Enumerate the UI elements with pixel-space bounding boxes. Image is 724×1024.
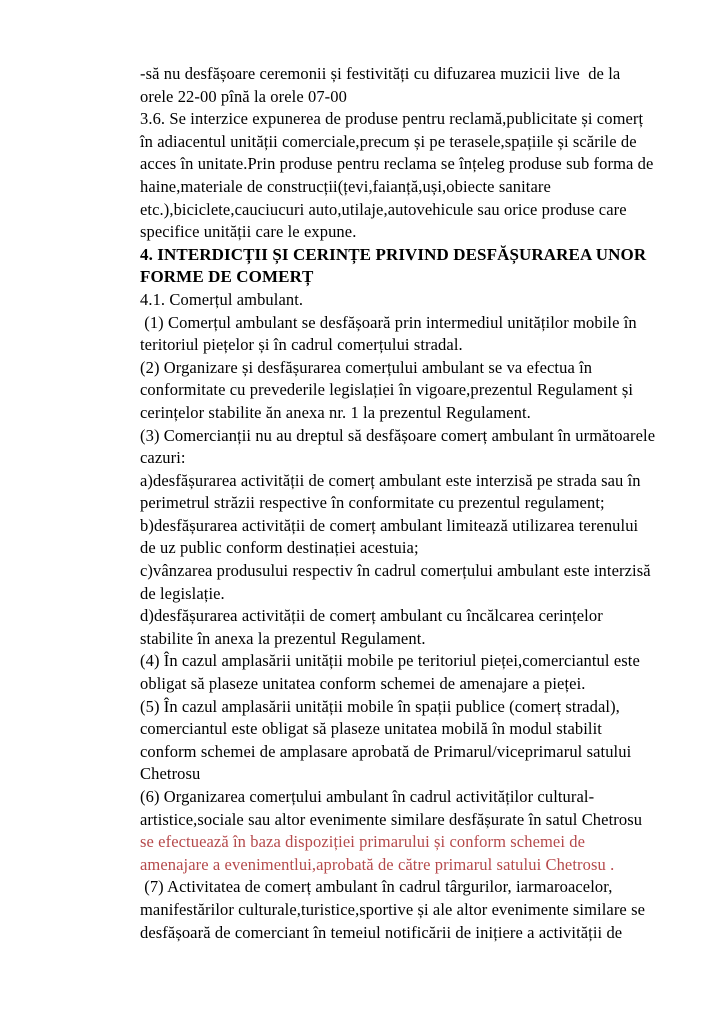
text-line: (3) Comercianții nu au dreptul să desfășoare comerț ambulant în următoarele bbox=[140, 425, 656, 445]
text-line: conform schemei de amplasare aprobată de Primarul/viceprimarul satului bbox=[140, 741, 632, 761]
text-line: c)vânzarea produsului respectiv în cadrul comerțului ambulant este interzisă bbox=[140, 561, 651, 581]
text-line: de uz public conform destinației acestuia; bbox=[140, 538, 419, 558]
highlighted-text-line: amenajare a evenimentlui,aprobată de către primarul satului Chetrosu . bbox=[140, 854, 615, 874]
text-line: perimetrul străzii respective în conformitate cu prezentul regulament; bbox=[140, 493, 605, 513]
text-line: d)desfășurarea activității de comerț ambulant cu încălcarea cerințelor bbox=[140, 606, 603, 626]
text-line: (5) În cazul amplasării unității mobile în spații publice (comerț stradal), bbox=[140, 696, 620, 716]
text-line: comerciantul este obligat să plaseze unitatea mobilă în modul stabilit bbox=[140, 719, 602, 739]
text-line: acces în unitate.Prin produse pentru reclama se înțeleg produse sub forma de bbox=[140, 154, 654, 174]
text-line: de legislație. bbox=[140, 583, 225, 603]
text-line: (2) Organizare și desfășurarea comerțului ambulant se va efectua în bbox=[140, 357, 593, 377]
text-line: stabilite în anexa la prezentul Regulament. bbox=[140, 628, 426, 648]
text-block bbox=[140, 63, 680, 944]
text-line: 3.6. Se interzice expunerea de produse pentru reclamă,publicitate și comerț bbox=[140, 109, 644, 129]
text-line: haine,materiale de construcții(țevi,faianță,uși,obiecte sanitare bbox=[140, 176, 551, 196]
text-line: conformitate cu prevederile legislației în vigoare,prezentul Regulament și bbox=[140, 380, 634, 400]
text-line: -să nu desfășoare ceremonii și festivități cu difuzarea muzicii live de la bbox=[140, 64, 621, 83]
text-line: cazuri: bbox=[140, 448, 186, 468]
text-line: artistice,sociale sau altor evenimente similare desfășurate în satul Chetrosu bbox=[140, 809, 643, 829]
text-line: (6) Organizarea comerțului ambulant în cadrul activităților cultural- bbox=[140, 787, 595, 806]
text-line: cerințelor stabilite ăn anexa nr. 1 la prezentul Regulament. bbox=[140, 402, 531, 422]
text-line: în adiacentul unității comerciale,precum și pe terasele,spațiile și scările de bbox=[140, 131, 637, 151]
section-heading-line: 4. INTERDICȚII ȘI CERINȚE PRIVIND DESFĂȘURAREA UNOR bbox=[140, 244, 647, 264]
text-line: orele 22-00 pînă la orele 07-00 bbox=[140, 86, 347, 106]
text-line: b)desfășurarea activității de comerț ambulant limitează utilizarea terenului bbox=[140, 515, 639, 535]
section-heading-line: FORME DE COMERȚ bbox=[140, 267, 314, 287]
text-line: manifestărilor culturale,turistice,sportive și ale altor evenimente similare se bbox=[140, 899, 646, 919]
text-line: (4) În cazul amplasării unității mobile pe teritoriul pieței,comerciantul este bbox=[140, 651, 640, 671]
text-line: 4.1. Comerțul ambulant. bbox=[140, 289, 304, 309]
text-line: teritoriul piețelor și în cadrul comerțului stradal. bbox=[140, 335, 463, 355]
text-line: Chetrosu bbox=[140, 764, 201, 784]
highlighted-text-line: se efectuează în baza dispoziției primarului și conform schemei de bbox=[140, 832, 586, 852]
text-line: a)desfășurarea activității de comerț ambulant este interzisă pe strada sau în bbox=[140, 470, 641, 490]
text-line: etc.),biciclete,cauciucuri auto,utilaje,autovehicule sau orice produse care bbox=[140, 199, 627, 219]
text-line: desfășoară de comerciant în temeiul notificării de inițiere a activității de bbox=[140, 922, 623, 942]
text-line: specifice unității care le expune. bbox=[140, 222, 357, 242]
text-line: (1) Comerțul ambulant se desfășoară prin intermediul unităților mobile în bbox=[140, 312, 637, 332]
text-line: (7) Activitatea de comerț ambulant în cadrul târgurilor, iarmaroacelor, bbox=[140, 877, 613, 897]
text-line: obligat să plaseze unitatea conform schemei de amenajare a pieței. bbox=[140, 674, 586, 694]
